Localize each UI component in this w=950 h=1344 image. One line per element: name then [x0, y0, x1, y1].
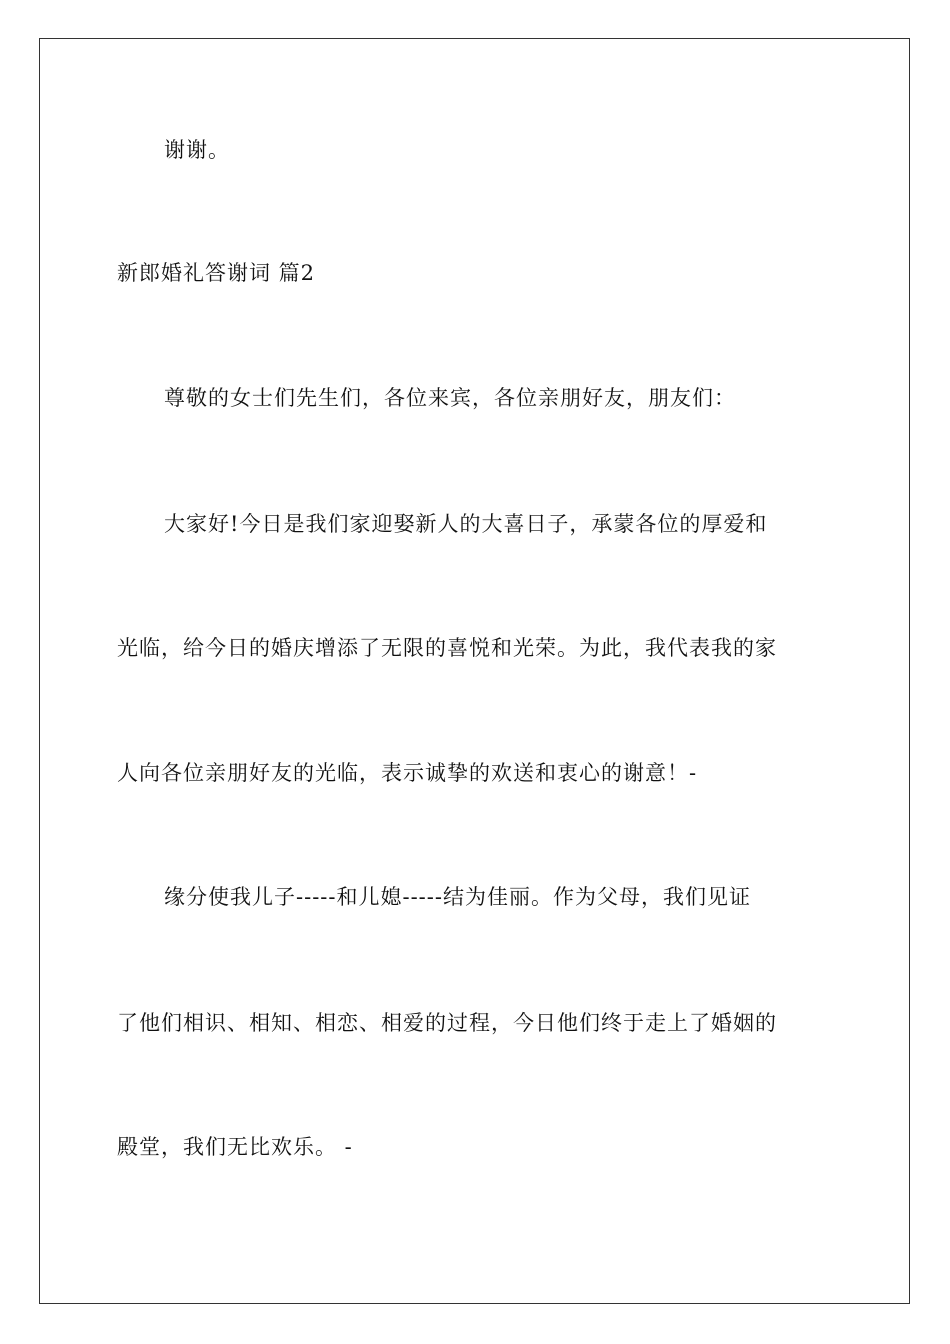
paragraph-2-line-1: 缘分使我儿子-----和儿媳-----结为佳丽。作为父母，我们见证: [164, 885, 751, 909]
paragraph-2-line-2: 了他们相识、相知、相恋、相爱的过程，今日他们终于走上了婚姻的: [117, 1011, 777, 1035]
paragraph-1-line-2: 光临，给今日的婚庆增添了无限的喜悦和光荣。为此，我代表我的家: [117, 636, 777, 660]
closing-thanks: 谢谢。: [164, 138, 230, 162]
paragraph-1-line-3: 人向各位亲朋好友的光临，表示诚挚的欢送和衷心的谢意！-: [117, 761, 698, 785]
section-heading: 新郎婚礼答谢词 篇2: [117, 261, 316, 285]
paragraph-2-line-3: 殿堂，我们无比欢乐。 -: [117, 1135, 353, 1159]
paragraph-1-line-1: 大家好!今日是我们家迎娶新人的大喜日子，承蒙各位的厚爱和: [164, 512, 768, 536]
salutation: 尊敬的女士们先生们，各位来宾，各位亲朋好友，朋友们：: [164, 386, 736, 410]
page-border: [39, 38, 910, 1304]
